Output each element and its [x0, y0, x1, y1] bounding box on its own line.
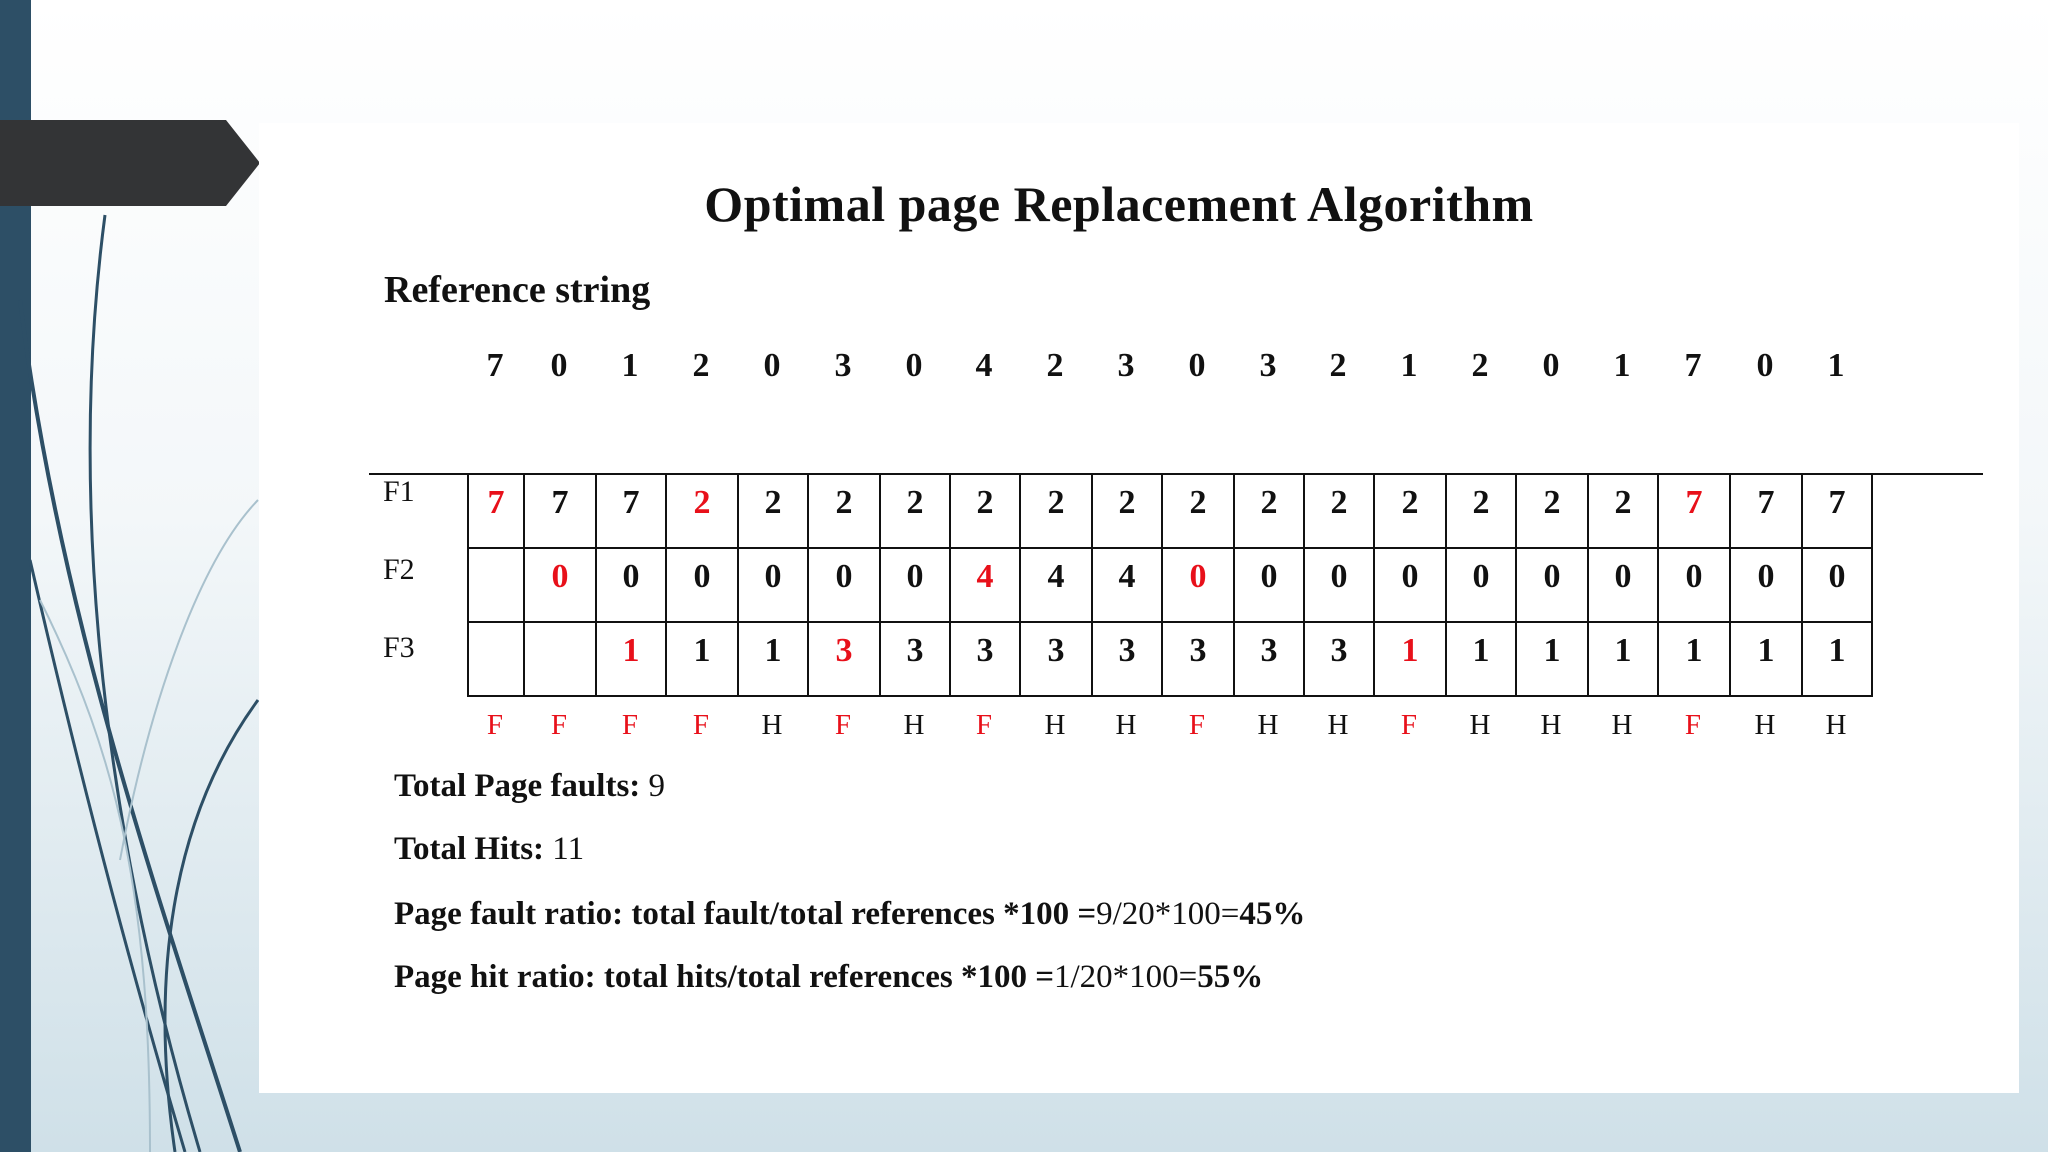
faults-label: Total Page faults:	[394, 768, 641, 804]
fault-marker: F	[1684, 709, 1702, 741]
reference-string-label: Reference string	[384, 269, 651, 311]
frame-cell: 0	[596, 548, 666, 622]
frame-cell: 0	[1588, 548, 1658, 622]
fault-marker: F	[1400, 709, 1418, 741]
frame-cell: 1	[1374, 622, 1446, 696]
hit-marker: H	[1540, 709, 1562, 741]
frame-cell: 0	[1374, 548, 1446, 622]
hit-ratio-calc: 1/20*100=	[1054, 959, 1198, 995]
frame-cell: 3	[1020, 622, 1092, 696]
reference-value: 3	[1117, 347, 1135, 384]
frame-cell: 4	[1020, 548, 1092, 622]
frame-cell: 0	[808, 548, 880, 622]
reference-value: 0	[905, 347, 923, 384]
frame-cell: 2	[1020, 474, 1092, 548]
frame-cell: 2	[808, 474, 880, 548]
frame-cell: 7	[1658, 474, 1730, 548]
hit-marker: H	[1469, 709, 1491, 741]
fault-ratio-label: Page fault ratio: total fault/total references *100 =	[394, 896, 1097, 932]
hits-label: Total Hits:	[394, 831, 545, 867]
hit-marker: H	[1115, 709, 1137, 741]
frame-cell: 7	[596, 474, 666, 548]
frame-cell: 1	[666, 622, 738, 696]
slide-content	[259, 123, 2019, 1093]
frame-cell: 0	[1802, 548, 1872, 622]
reference-value: 3	[834, 347, 852, 384]
frame-cell: 2	[1374, 474, 1446, 548]
hit-marker: H	[1044, 709, 1066, 741]
frame-cell: 4	[950, 548, 1020, 622]
hit-marker: H	[1327, 709, 1349, 741]
frame-cell: 2	[1446, 474, 1516, 548]
fault-marker: F	[834, 709, 852, 741]
hit-marker: H	[1257, 709, 1279, 741]
reference-value: 0	[1756, 347, 1774, 384]
reference-value: 2	[1046, 347, 1064, 384]
reference-value: 4	[975, 347, 993, 384]
hit-ratio-result: 55%	[1197, 959, 1264, 995]
reference-value: 2	[1329, 347, 1347, 384]
frame-cell: 0	[1446, 548, 1516, 622]
fault-ratio-calc: 9/20*100=	[1096, 896, 1240, 932]
fault-marker: F	[550, 709, 568, 741]
fault-marker: F	[486, 709, 504, 741]
fault-marker: F	[621, 709, 639, 741]
reference-value: 1	[1827, 347, 1845, 384]
frame-cell: 1	[1588, 622, 1658, 696]
frame-cell: 0	[1730, 548, 1802, 622]
hit-ratio-label: Page hit ratio: total hits/total references *100 =	[394, 959, 1054, 995]
frame-label: F1	[383, 475, 415, 508]
reference-value: 7	[486, 347, 504, 384]
hit-marker: H	[761, 709, 783, 741]
reference-value: 2	[692, 347, 710, 384]
frame-cell	[524, 622, 596, 696]
frame-cell: 0	[1162, 548, 1234, 622]
reference-string-row	[259, 347, 2019, 389]
frame-cell: 2	[950, 474, 1020, 548]
frame-cell: 3	[1092, 622, 1162, 696]
frame-cell: 3	[1162, 622, 1234, 696]
frame-cell: 2	[880, 474, 950, 548]
frame-cell: 0	[524, 548, 596, 622]
total-page-faults	[394, 768, 665, 805]
frame-cell: 1	[1802, 622, 1872, 696]
frame-cell: 7	[468, 474, 524, 548]
hits-value: 11	[544, 831, 585, 867]
frame-cell: 1	[1730, 622, 1802, 696]
frame-cell: 2	[1588, 474, 1658, 548]
frame-cell: 3	[808, 622, 880, 696]
frame-label: F3	[383, 631, 415, 664]
frame-cell: 0	[1516, 548, 1588, 622]
frame-cell: 2	[1516, 474, 1588, 548]
frame-cell: 3	[1234, 622, 1304, 696]
frame-cell: 3	[950, 622, 1020, 696]
fault-marker: F	[692, 709, 710, 741]
frame-cell: 2	[1092, 474, 1162, 548]
reference-value: 0	[1542, 347, 1560, 384]
frame-cell: 1	[1446, 622, 1516, 696]
hit-marker: H	[1611, 709, 1633, 741]
frame-cell	[468, 548, 524, 622]
frame-cell: 3	[880, 622, 950, 696]
frame-cell: 2	[1234, 474, 1304, 548]
frame-cell: 0	[1304, 548, 1374, 622]
frame-cell: 2	[1304, 474, 1374, 548]
frame-cell: 7	[524, 474, 596, 548]
hit-marker: H	[1825, 709, 1847, 741]
fault-marker: F	[1188, 709, 1206, 741]
reference-value: 7	[1684, 347, 1702, 384]
slide-title-tab	[0, 120, 260, 206]
frame-row	[468, 548, 1872, 622]
reference-value: 2	[1471, 347, 1489, 384]
frame-cell: 2	[1162, 474, 1234, 548]
frame-cell: 1	[596, 622, 666, 696]
frame-cell: 0	[1234, 548, 1304, 622]
frame-cell: 1	[738, 622, 808, 696]
page-fault-ratio	[394, 896, 1305, 933]
frame-row	[468, 474, 1872, 548]
frame-cell: 7	[1730, 474, 1802, 548]
frame-cell: 3	[1304, 622, 1374, 696]
reference-value: 0	[1188, 347, 1206, 384]
frame-cell: 0	[738, 548, 808, 622]
frame-cell: 2	[738, 474, 808, 548]
frame-row	[468, 622, 1872, 696]
frame-cell	[468, 622, 524, 696]
frame-cell: 7	[1802, 474, 1872, 548]
slide-title: Optimal page Replacement Algorithm	[704, 176, 1534, 232]
reference-value: 1	[1400, 347, 1418, 384]
fault-marker: F	[975, 709, 993, 741]
frame-table	[467, 473, 1873, 697]
frame-cell: 0	[666, 548, 738, 622]
frame-cell: 0	[880, 548, 950, 622]
hit-fault-row	[259, 709, 2019, 743]
reference-value: 3	[1259, 347, 1277, 384]
frame-cell: 1	[1658, 622, 1730, 696]
frame-cell: 4	[1092, 548, 1162, 622]
frame-cell: 1	[1516, 622, 1588, 696]
reference-value: 1	[1613, 347, 1631, 384]
faults-value: 9	[640, 768, 666, 804]
frame-label: F2	[383, 553, 415, 586]
hit-marker: H	[1754, 709, 1776, 741]
frame-cell: 0	[1658, 548, 1730, 622]
reference-value: 1	[621, 347, 639, 384]
page-hit-ratio	[394, 959, 1263, 996]
fault-ratio-result: 45%	[1239, 896, 1306, 932]
reference-value: 0	[550, 347, 568, 384]
reference-value: 0	[763, 347, 781, 384]
total-hits	[394, 831, 584, 868]
frame-cell: 2	[666, 474, 738, 548]
hit-marker: H	[903, 709, 925, 741]
